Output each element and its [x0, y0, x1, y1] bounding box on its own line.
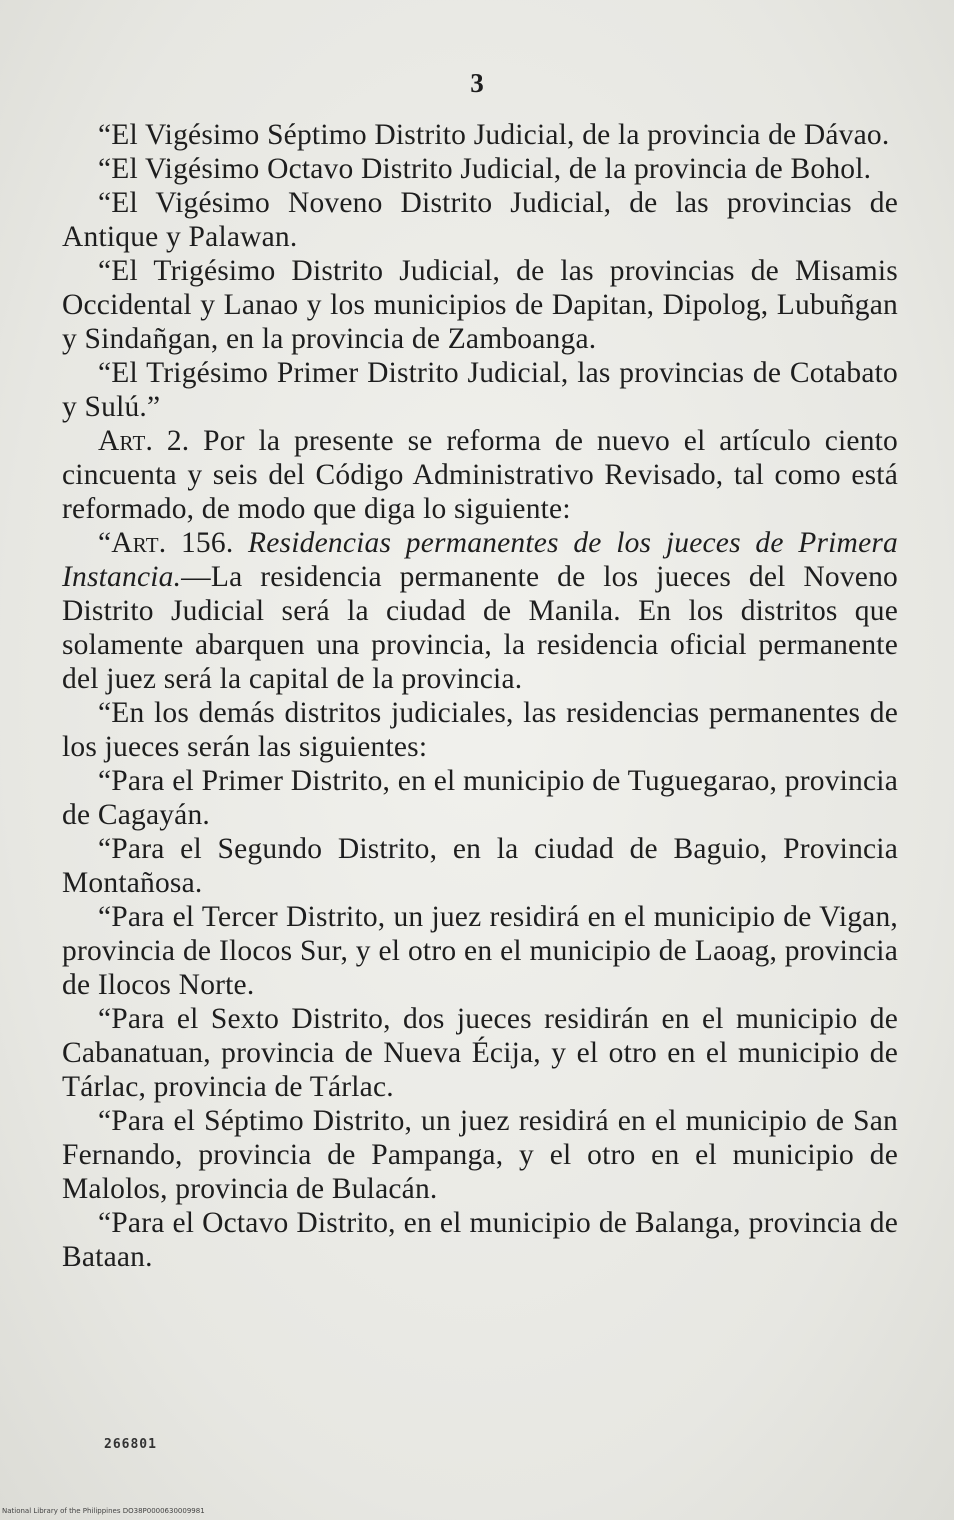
- paragraph-1: “El Vigésimo Séptimo Distrito Judicial, de la provincia de Dávao.: [98, 119, 890, 151]
- body-text: [62, 118, 898, 1274]
- paragraph-5: “El Trigésimo Primer Distrito Judicial, las provincias de Cotabato y Sulú.”: [62, 357, 898, 423]
- paragraph-8: “En los demás distritos judiciales, las residencias permanentes de los jueces serán las siguientes:: [62, 697, 898, 763]
- paragraph-10: “Para el Segundo Distrito, en la ciudad de Baguio, Provincia Montañosa.: [62, 833, 898, 899]
- print-code: 266801: [104, 1437, 157, 1452]
- article-156-label: “Art. 156.: [98, 527, 234, 559]
- article-156-heading: Residencias permanentes de los jueces de Primera Instancia.: [62, 527, 898, 593]
- article-156-text: —La residencia permanente de los jueces del Noveno Distrito Judicial será la ciudad de Manila. En los distritos que solamente abarquen una provincia, la residencia oficial permanente del juez será la capital de la provincia.: [62, 561, 898, 695]
- paragraph-9: “Para el Primer Distrito, en el municipio de Tuguegarao, provincia de Cagayán.: [62, 765, 898, 831]
- paragraph-11: “Para el Tercer Distrito, un juez residirá en el municipio de Vigan, provincia de Ilocos Sur, y el otro en el municipio de Laoag, provincia de Ilocos Norte.: [62, 901, 898, 1001]
- paragraph-14: “Para el Octavo Distrito, en el municipio de Balanga, provincia de Bataan.: [62, 1207, 898, 1273]
- article-156-paragraph: [62, 526, 898, 696]
- paragraph-12: “Para el Sexto Distrito, dos jueces residirán en el municipio de Cabanatuan, provincia de Nueva Écija, y el otro en el municipio de Tárlac, provincia de Tárlac.: [62, 1003, 898, 1103]
- page-number: 3: [470, 68, 484, 98]
- article-2-text: Por la presente se reforma de nuevo el artículo ciento cincuenta y seis del Código Administrativo Revisado, tal como está reformado, de modo que diga lo siguiente:: [62, 425, 898, 525]
- article-2-label: Art. 2.: [98, 425, 190, 457]
- paragraph-2: “El Vigésimo Octavo Distrito Judicial, de la provincia de Bohol.: [98, 153, 872, 185]
- footer-credit: National Library of the Philippines DO38P0000630009981: [2, 1507, 205, 1515]
- paragraph-4: “El Trigésimo Distrito Judicial, de las provincias de Misamis Occidental y Lanao y los municipios de Dapitan, Dipolog, Lubuñgan y Sindañgan, en la provincia de Zamboanga.: [62, 255, 898, 355]
- article-2-paragraph: [62, 424, 898, 526]
- paragraph-3: “El Vigésimo Noveno Distrito Judicial, de las provincias de Antique y Palawan.: [62, 187, 898, 253]
- paragraph-13: “Para el Séptimo Distrito, un juez residirá en el municipio de San Fernando, provincia de Pampanga, y el otro en el municipio de Malolos, provincia de Bulacán.: [62, 1105, 898, 1205]
